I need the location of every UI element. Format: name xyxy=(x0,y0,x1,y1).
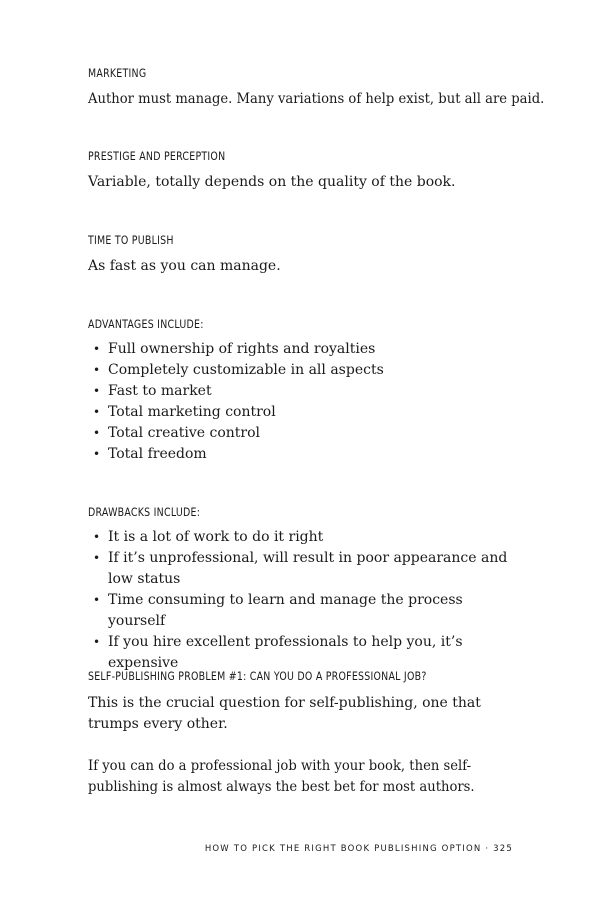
advantages-heading: ADVANTAGES INCLUDE: xyxy=(88,317,204,331)
list-item: • Completely customizable in all aspects xyxy=(88,360,384,381)
bullet-icon: • xyxy=(93,530,101,544)
list-item: • Full ownership of rights and royalties xyxy=(88,339,384,360)
section-heading-prestige: PRESTIGE AND PERCEPTION xyxy=(88,149,226,163)
list-item: • Fast to market xyxy=(88,381,384,402)
bullet-icon: • xyxy=(93,593,101,607)
section-body-marketing: Author must manage. Many variations of help exist, but all are paid. xyxy=(88,91,545,107)
section-heading-marketing: MARKETING xyxy=(88,66,147,80)
list-item: • Total creative control xyxy=(88,423,384,444)
list-item: • It is a lot of work to do it right xyxy=(88,527,518,548)
running-footer xyxy=(0,844,513,854)
section-heading-time-to-publish: TIME TO PUBLISH xyxy=(88,233,174,247)
bullet-icon: • xyxy=(93,342,101,356)
bullet-icon: • xyxy=(93,635,101,649)
bullet-icon: • xyxy=(93,426,101,440)
problem-paragraph-2: If you can do a professional job with your book, then self-publishing is almost always the best bet for most authors. xyxy=(88,758,475,795)
list-item: • Total marketing control xyxy=(88,402,384,423)
advantages-list xyxy=(88,339,384,465)
list-item: • If it’s unprofessional, will result in poor appearance and low status xyxy=(93,550,508,587)
list-item: • Total freedom xyxy=(88,444,384,465)
section-body-prestige: Variable, totally depends on the quality of the book. xyxy=(88,174,456,190)
problem-paragraph-1: This is the crucial question for self-publishing, one that trumps every other. xyxy=(88,695,481,732)
bullet-icon: • xyxy=(93,447,101,461)
list-item: • If you hire excellent professionals to help you, it’s expensive xyxy=(93,634,463,671)
bullet-icon: • xyxy=(93,384,101,398)
bullet-icon: • xyxy=(93,363,101,377)
drawbacks-heading: DRAWBACKS INCLUDE: xyxy=(88,505,201,519)
bullet-icon: • xyxy=(93,405,101,419)
section-body-time-to-publish: As fast as you can manage. xyxy=(88,258,281,274)
footer-separator: · xyxy=(485,844,490,854)
page-number: 325 xyxy=(493,844,513,854)
bullet-icon: • xyxy=(93,551,101,565)
drawbacks-list xyxy=(88,527,518,674)
list-item: • Time consuming to learn and manage the process yourself xyxy=(93,592,463,629)
problem-heading: SELF-PUBLISHING PROBLEM #1: CAN YOU DO A PROFESSIONAL JOB? xyxy=(88,669,427,683)
running-title: HOW TO PICK THE RIGHT BOOK PUBLISHING OPTION xyxy=(204,844,482,854)
